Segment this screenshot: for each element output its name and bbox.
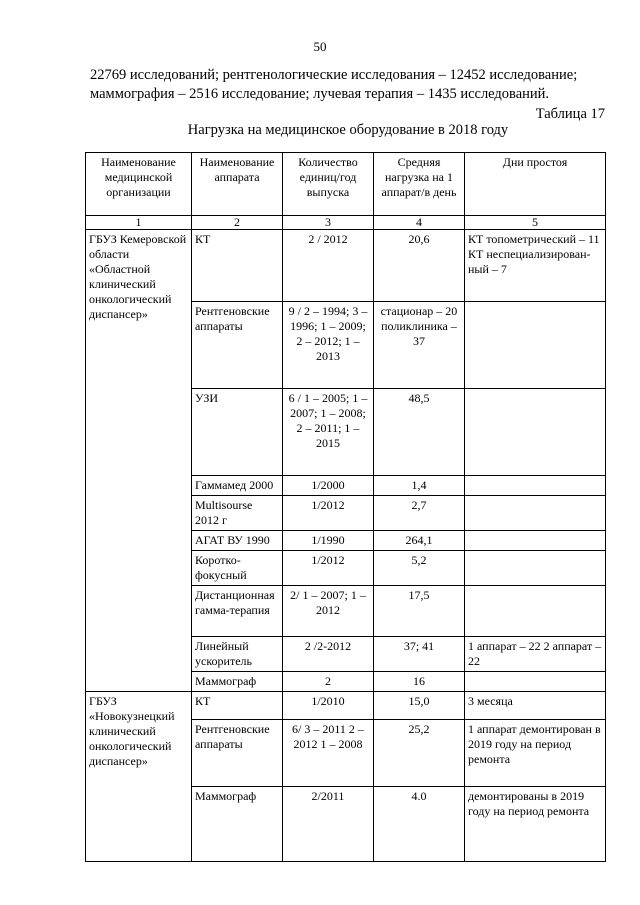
idle-cell: демонтированы в 2019 году на период ремонта	[465, 787, 606, 862]
load-cell: 25,2	[374, 720, 465, 787]
count-cell: 1/2012	[283, 551, 374, 586]
device-cell: Multisourse 2012 г	[192, 496, 283, 531]
device-cell: АГАТ ВУ 1990	[192, 531, 283, 551]
load-cell: 264,1	[374, 531, 465, 551]
idle-cell	[465, 302, 606, 389]
device-cell: КТ	[192, 230, 283, 302]
header-organization: Наименование медицинской организации	[86, 153, 192, 216]
idle-cell: КТ топометрический – 11 КТ неспециализирован-ный – 7	[465, 230, 606, 302]
column-number: 5	[465, 216, 606, 230]
column-number: 1	[86, 216, 192, 230]
count-cell: 2/2011	[283, 787, 374, 862]
device-cell: Линейный ускоритель	[192, 637, 283, 672]
organization-cell: ГБУЗ «Новокузнецкий клинический онкологический диспансер»	[86, 692, 192, 862]
load-cell: 4.0	[374, 787, 465, 862]
header-count: Количество единиц/год выпуска	[283, 153, 374, 216]
idle-cell	[465, 531, 606, 551]
load-cell: 16	[374, 672, 465, 692]
equipment-load-table	[85, 152, 606, 862]
device-cell: Рентгеновские аппараты	[192, 720, 283, 787]
page-number: 50	[313, 39, 327, 54]
table-row	[86, 692, 606, 720]
idle-cell	[465, 672, 606, 692]
load-cell: стационар – 20 поликлиника – 37	[374, 302, 465, 389]
count-cell: 1/2010	[283, 692, 374, 720]
count-cell: 2 / 2012	[283, 230, 374, 302]
device-cell: КТ	[192, 692, 283, 720]
intro-line-2: маммография – 2516 исследование; лучевая терапия – 1435 исследований.	[90, 86, 550, 102]
count-cell: 1/2012	[283, 496, 374, 531]
count-cell: 9 / 2 – 1994; 3 – 1996; 1 – 2009; 2 – 2012; 1 – 2013	[283, 302, 374, 389]
count-cell: 1/1990	[283, 531, 374, 551]
table-row	[86, 230, 606, 302]
load-cell: 37; 41	[374, 637, 465, 672]
device-cell: Маммограф	[192, 672, 283, 692]
header-load: Средняя нагрузка на 1 аппарат/в день	[374, 153, 465, 216]
idle-cell	[465, 476, 606, 496]
table-title: Нагрузка на медицинское оборудование в 2018 году	[187, 122, 509, 138]
idle-cell	[465, 389, 606, 476]
device-cell: Гаммамед 2000	[192, 476, 283, 496]
load-cell: 5,2	[374, 551, 465, 586]
load-cell: 1,4	[374, 476, 465, 496]
count-cell: 1/2000	[283, 476, 374, 496]
organization-cell: ГБУЗ Кемеровской области «Областной клинический онкологический диспансер»	[86, 230, 192, 692]
device-cell: Маммограф	[192, 787, 283, 862]
load-cell: 20,6	[374, 230, 465, 302]
load-cell: 15,0	[374, 692, 465, 720]
count-cell: 2	[283, 672, 374, 692]
idle-cell	[465, 496, 606, 531]
table-label: Таблица 17	[535, 106, 605, 122]
header-row	[86, 153, 606, 216]
count-cell: 6/ 3 – 2011 2 – 2012 1 – 2008	[283, 720, 374, 787]
intro-line-1: 22769 исследований; рентгенологические исследования – 12452 исследование;	[90, 67, 578, 83]
load-cell: 17,5	[374, 586, 465, 637]
header-idle: Дни простоя	[465, 153, 606, 216]
header-device: Наименование аппарата	[192, 153, 283, 216]
count-cell: 6 / 1 – 2005; 1 – 2007; 1 – 2008; 2 – 2011; 1 – 2015	[283, 389, 374, 476]
idle-cell: 1 аппарат демонтирован в 2019 году на период ремонта	[465, 720, 606, 787]
column-number: 3	[283, 216, 374, 230]
device-cell: Дистанционная гамма-терапия	[192, 586, 283, 637]
count-cell: 2 /2-2012	[283, 637, 374, 672]
device-cell: Коротко-фокусный	[192, 551, 283, 586]
idle-cell: 3 месяца	[465, 692, 606, 720]
load-cell: 48,5	[374, 389, 465, 476]
idle-cell	[465, 586, 606, 637]
idle-cell	[465, 551, 606, 586]
column-number: 4	[374, 216, 465, 230]
column-number: 2	[192, 216, 283, 230]
idle-cell: 1 аппарат – 22 2 аппарат – 22	[465, 637, 606, 672]
load-cell: 2,7	[374, 496, 465, 531]
column-number-row	[86, 216, 606, 230]
count-cell: 2/ 1 – 2007; 1 – 2012	[283, 586, 374, 637]
device-cell: Рентгеновские аппараты	[192, 302, 283, 389]
device-cell: УЗИ	[192, 389, 283, 476]
